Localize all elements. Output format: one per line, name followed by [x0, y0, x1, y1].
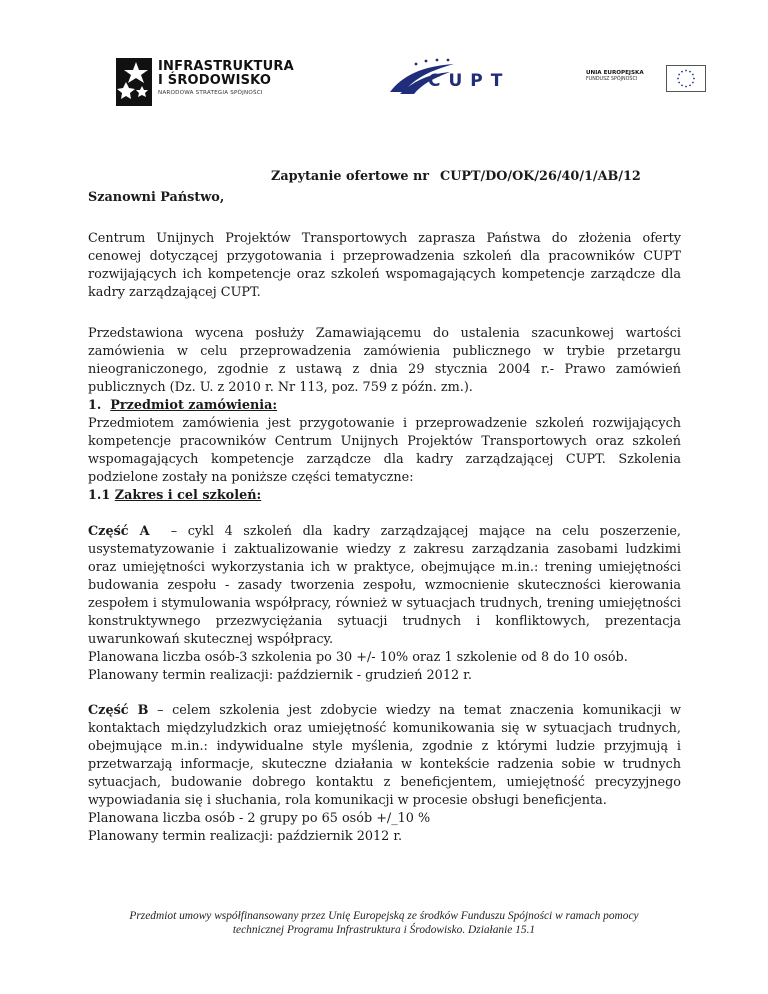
part-a-schedule: Planowany termin realizacji: październik - grudzień 2012 r.	[88, 668, 472, 683]
part-a-description	[88, 523, 681, 649]
star-figure-icon	[116, 52, 156, 108]
logo-unia-europejska	[586, 65, 706, 91]
subsection-title: Zakres i cel szkoleń:	[114, 488, 262, 503]
footer-line-1: Przedmiot umowy współfinansowany przez Unię Europejską ze środków Funduszu Spójności w ramach pomocy	[129, 910, 639, 922]
logo-cupt	[388, 58, 513, 98]
part-b-description	[88, 702, 681, 810]
subsection-number: 1.1	[88, 488, 111, 503]
eu-flag-icon	[666, 65, 706, 92]
letter-body	[88, 168, 681, 846]
footer-line-2: technicznej Programu Infrastruktura i Środowisko. Działanie 15.1	[232, 924, 536, 936]
logo-cupt-text: CUPT	[428, 71, 511, 91]
intro-paragraph: Centrum Unijnych Projektów Transportowych zaprasza Państwa do złożenia oferty cenowej dotyczącej przygotowania i przeprowadzenia szkoleń dla pracowników CUPT rozwijających ich kompetencje oraz szkoleń wspomagających kompetencje zarządcze dla kadry zarządzającej CUPT.	[88, 231, 681, 300]
subsection-1-1-heading	[88, 487, 681, 505]
part-b-schedule: Planowany termin realizacji: październik 2012 r.	[88, 829, 403, 844]
logo-is-line1: INFRASTRUKTURA	[158, 59, 294, 74]
section-1-heading	[88, 397, 681, 415]
logo-infrastruktura-srodowisko	[116, 52, 294, 108]
section-1-body: Przedmiotem zamówienia jest przygotowanie i przeprowadzenie szkoleń rozwijających kompetencje pracowników Centrum Unijnych Projektów Transportowych oraz szkoleń wspomagających kompetencje zarządcze dla kadry zarządzającej CUPT. Szkolenia podzielone zostały na poniższe części tematyczne:	[88, 416, 681, 485]
part-a-participants: Planowana liczba osób-3 szkolenia po 30 +/- 10% oraz 1 szkolenie od 8 do 10 osób.	[88, 650, 628, 665]
part-b-label: Część B	[88, 703, 149, 718]
section-1-number: 1.	[88, 398, 102, 413]
part-b-participants: Planowana liczba osób - 2 grupy po 65 osób +/_10 %	[88, 811, 431, 826]
part-a-text: – cykl 4 szkoleń dla kadry zarządzającej mające na celu poszerzenie, usystematyzowanie i zaktualizowanie wiedzy z zakresu zarządzania zasobami ludzkimi oraz umiejętności wykorzystania ich w praktyce, obejmujące m.in.: trening umiejętności budowania zespołu - zasady tworzenia zespołu, wzmocnienie skuteczności kierowania zespołem i stymulowania współpracy, również w sytuacjach trudnych, trening umiejętności konstruktywnego przezwyciężania sytuacji trudnych i konfliktowych, prezentacja uwarunkowań skutecznej współpracy.	[88, 524, 681, 647]
part-a-label: Część A	[88, 524, 150, 539]
section-1-title: Przedmiot zamówienia:	[110, 398, 278, 413]
logo-ue-line1: UNIA EUROPEJSKA	[586, 70, 644, 76]
logo-is-line3: NARODOWA STRATEGIA SPÓJNOŚCI	[158, 90, 263, 96]
estimate-paragraph: Przedstawiona wycena posłuży Zamawiającemu do ustalenia szacunkowej wartości zamówienia w celu przeprowadzenia zamówienia publicznego w trybie przetargu nieograniczonego, zgodnie z ustawą z dnia 29 stycznia 2004 r.- Prawo zamówień publicznych (Dz. U. z 2010 r. Nr 113, poz. 759 z późn. zm.).	[88, 326, 681, 395]
part-b-text: – celem szkolenia jest zdobycie wiedzy na temat znaczenia komunikacji w kontaktach międzyludzkich oraz umiejętność komunikowania się w sytuacjach trudnych, obejmujące m.in.: indywidualne style myślenia, zgodnie z którymi ludzie przyjmują i przetwarzają informacje, skuteczne działania w kontekście radzenia sobie w trudnych sytuacjach, budowanie dobrego kontaktu z beneficjentem, umiejętność precyzyjnego wypowiadania się i słuchania, rola komunikacji w procesie obsługi beneficjenta.	[88, 703, 681, 808]
salutation: Szanowni Państwo,	[88, 190, 225, 205]
reference-number: CUPT/DO/OK/26/40/1/AB/12	[440, 169, 641, 184]
page-footer	[60, 909, 708, 937]
logo-is-line2: I ŚRODOWISKO	[158, 73, 272, 88]
reference-line	[271, 168, 681, 186]
logo-ue-line2: FUNDUSZ SPÓJNOŚCI	[586, 77, 638, 82]
header-logos	[0, 0, 768, 120]
reference-label: Zapytanie ofertowe nr	[271, 169, 430, 184]
